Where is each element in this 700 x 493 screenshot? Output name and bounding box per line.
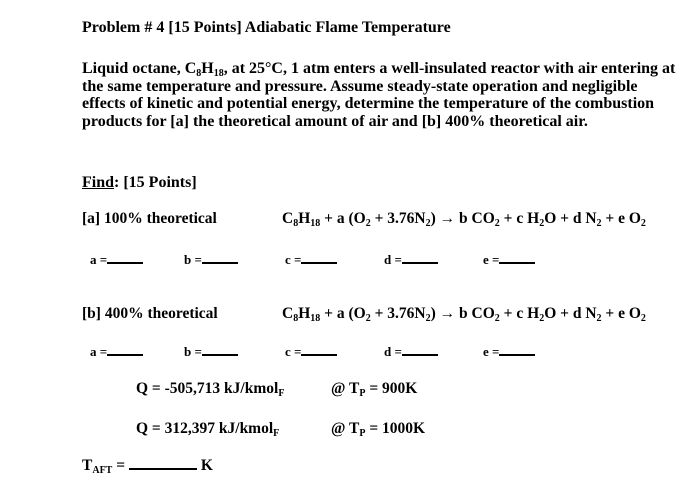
- subscript: P: [359, 388, 366, 399]
- blank-label: a =: [90, 344, 108, 359]
- q-text: Q = 312,397 kJ/kmol: [136, 420, 274, 437]
- eq-part: ) → b CO: [430, 210, 495, 227]
- tp-text: @ T: [331, 380, 360, 397]
- reaction-equation-a: [282, 210, 646, 228]
- subscript: 2: [596, 313, 602, 324]
- case-a-label: [a] 100% theoretical: [82, 210, 217, 227]
- tp-value: = 1000K: [365, 420, 426, 437]
- blank-field[interactable]: [384, 252, 438, 268]
- reaction-equation-b: [282, 305, 646, 323]
- eq-part: + a (O: [320, 210, 366, 227]
- blank-field[interactable]: [285, 344, 337, 360]
- blank-label: b =: [184, 344, 202, 359]
- blank-field[interactable]: [90, 252, 143, 268]
- subscript: 18: [213, 68, 224, 79]
- blank-label: c =: [285, 252, 302, 267]
- eq-part: + c H: [499, 305, 540, 322]
- blank-label: d =: [384, 344, 402, 359]
- subscript: 2: [539, 218, 545, 229]
- find-label: Find: [82, 174, 115, 191]
- eq-part: C: [282, 210, 294, 227]
- answer-line: [129, 456, 197, 470]
- subscript: 2: [539, 313, 545, 324]
- q-text: Q = -505,713 kJ/kmol: [136, 380, 279, 397]
- subscript: 2: [425, 218, 431, 229]
- subscript: F: [278, 388, 285, 399]
- taft-label: T: [82, 457, 93, 474]
- eq-part: ) → b CO: [430, 305, 495, 322]
- subscript: 18: [310, 313, 321, 324]
- taft-unit: K: [200, 457, 213, 474]
- subscript: 2: [365, 313, 371, 324]
- given-tp-1: [331, 380, 417, 398]
- blank-field[interactable]: [384, 344, 438, 360]
- blank-field[interactable]: [184, 252, 238, 268]
- eq-part: H: [298, 210, 311, 227]
- case-b-label: [b] 400% theoretical: [82, 305, 218, 322]
- problem-title: Problem # 4 [15 Points] Adiabatic Flame Temperature: [82, 19, 451, 36]
- problem-statement: [82, 60, 682, 130]
- subscript: 2: [640, 313, 646, 324]
- subscript: 2: [494, 313, 500, 324]
- subscript: F: [273, 428, 280, 439]
- eq-part: + 3.76N: [370, 305, 426, 322]
- blank-line: [402, 344, 438, 356]
- blank-line: [107, 344, 143, 356]
- given-tp-2: [331, 420, 425, 438]
- eq-part: + e O: [601, 210, 641, 227]
- blank-field[interactable]: [184, 344, 238, 360]
- subscript: 18: [310, 218, 321, 229]
- blank-label: a =: [90, 252, 108, 267]
- subscript: 8: [293, 313, 299, 324]
- eq-part: O + d N: [544, 210, 597, 227]
- statement-part: , at 25°C, 1 atm enters a well-insulated reactor with air entering at the same temperature and pressure. Assume steady-state operation and negligible effects of kinetic and potential energy, determine the temperature of the combustion products for [a] the theoretical amount of air and [b] 400% theoretical air.: [82, 60, 676, 130]
- eq-part: + a (O: [320, 305, 366, 322]
- tp-value: = 900K: [365, 380, 418, 397]
- blank-label: b =: [184, 252, 202, 267]
- blank-label: e =: [483, 252, 500, 267]
- subscript: 2: [365, 218, 371, 229]
- blank-line: [499, 344, 535, 356]
- blank-field[interactable]: [90, 344, 143, 360]
- blank-line: [402, 252, 438, 264]
- blank-label: d =: [384, 252, 402, 267]
- taft-answer-field[interactable]: [82, 456, 213, 475]
- given-q-2: [136, 420, 279, 438]
- blank-label: e =: [483, 344, 500, 359]
- blank-field[interactable]: [483, 344, 535, 360]
- given-q-1: [136, 380, 284, 398]
- find-heading: [82, 174, 197, 192]
- subscript: 2: [425, 313, 431, 324]
- subscript: AFT: [92, 465, 113, 476]
- find-points: : [15 Points]: [114, 174, 197, 191]
- eq-part: C: [282, 305, 294, 322]
- blank-line: [202, 252, 238, 264]
- blank-line: [107, 252, 143, 264]
- eq-part: H: [298, 305, 311, 322]
- subscript: 8: [293, 218, 299, 229]
- blank-line: [301, 252, 337, 264]
- taft-equals: =: [112, 457, 126, 474]
- subscript: 2: [596, 218, 602, 229]
- blank-field[interactable]: [483, 252, 535, 268]
- subscript: 2: [640, 218, 646, 229]
- eq-part: + e O: [601, 305, 641, 322]
- subscript: P: [359, 428, 366, 439]
- blank-line: [301, 344, 337, 356]
- blank-label: c =: [285, 344, 302, 359]
- eq-part: + 3.76N: [370, 210, 426, 227]
- blank-line: [499, 252, 535, 264]
- tp-text: @ T: [331, 420, 360, 437]
- subscript: 2: [494, 218, 500, 229]
- eq-part: + c H: [499, 210, 540, 227]
- subscript: 8: [196, 68, 202, 79]
- eq-part: O + d N: [544, 305, 597, 322]
- blank-line: [202, 344, 238, 356]
- statement-part: Liquid octane, C: [82, 60, 197, 77]
- blank-field[interactable]: [285, 252, 337, 268]
- statement-part: H: [201, 60, 214, 77]
